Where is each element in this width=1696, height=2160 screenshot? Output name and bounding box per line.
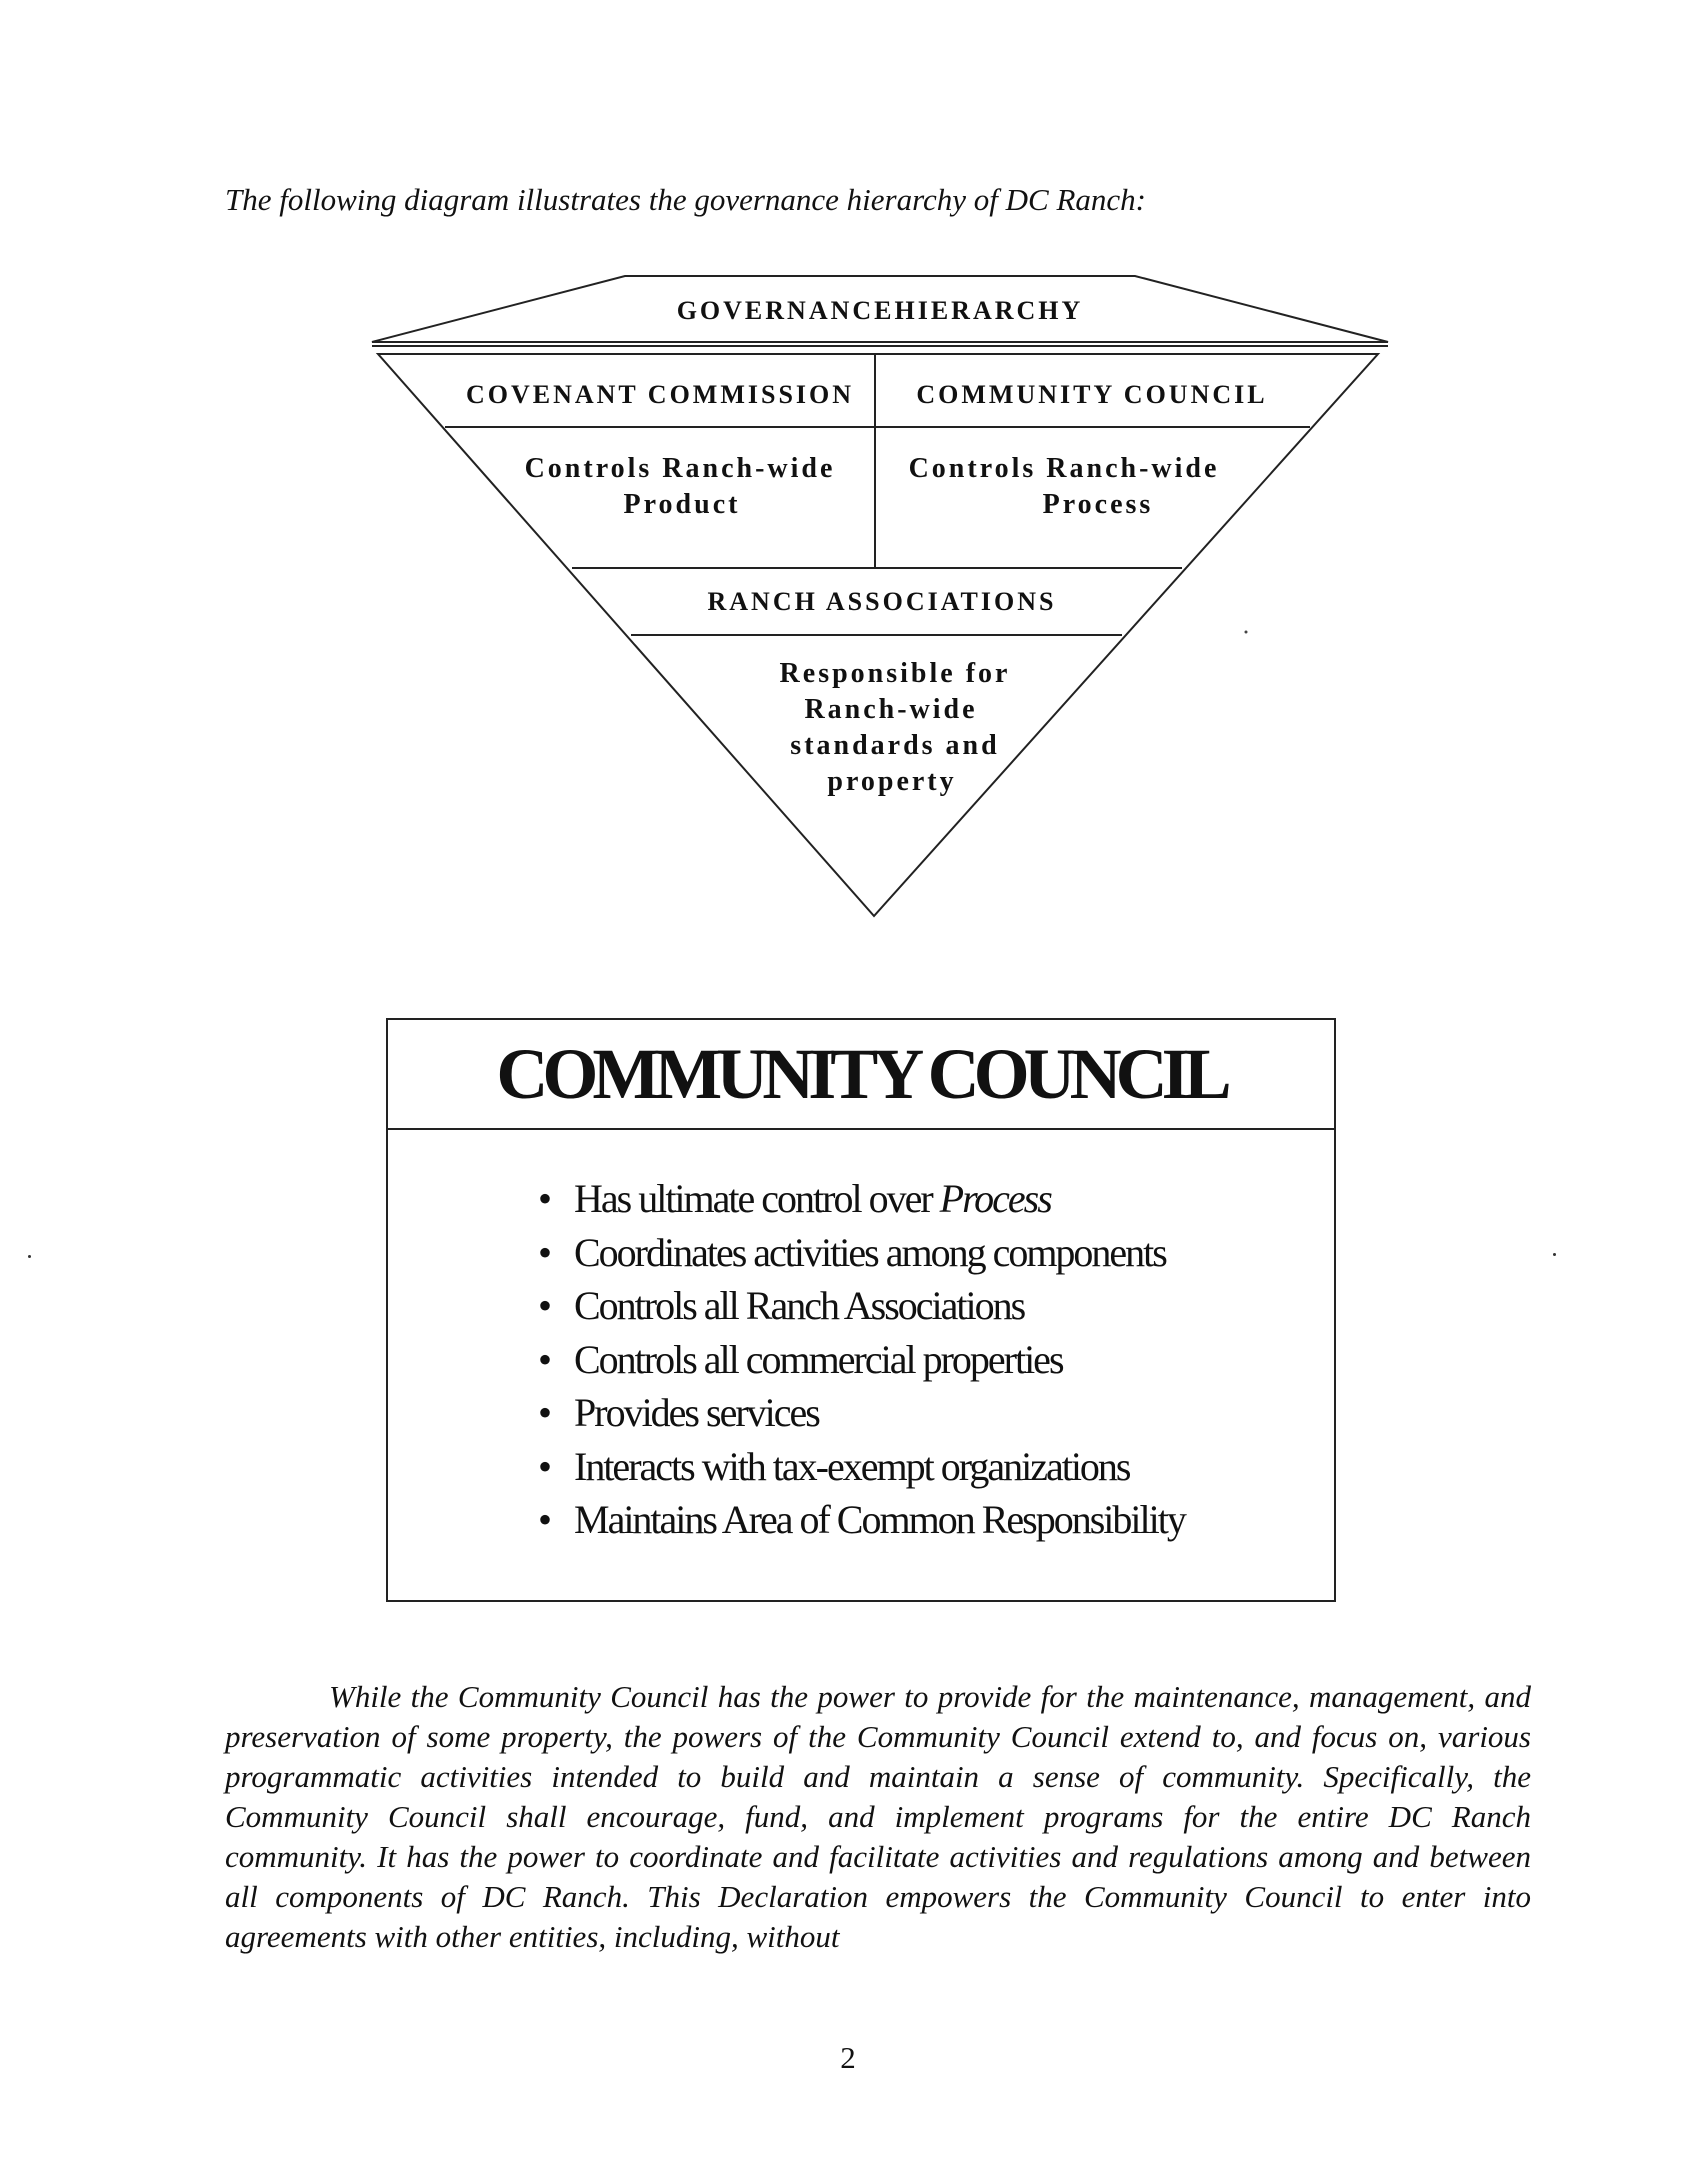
community-council-heading: COMMUNITY COUNCIL <box>916 380 1268 409</box>
list-item-text: Has ultimate control over <box>574 1176 940 1221</box>
governance-hierarchy-diagram <box>360 262 1400 942</box>
scan-speck <box>28 1255 31 1258</box>
covenant-commission-heading: COVENANT COMMISSION <box>465 380 855 409</box>
page-number: 2 <box>840 2040 856 2075</box>
scan-speck <box>1553 1253 1556 1256</box>
list-item-emphasis: Process <box>939 1176 1051 1221</box>
bullet-icon: • <box>538 1229 553 1275</box>
list-item <box>538 1226 1334 1280</box>
covenant-commission-line-2: Product <box>623 489 741 520</box>
ranch-associations-line-3: standards and <box>790 730 1000 761</box>
list-item <box>538 1440 1334 1494</box>
bullet-icon: • <box>538 1497 553 1542</box>
bullet-icon: • <box>538 1390 553 1435</box>
community-council-line-2: Process <box>1042 489 1154 520</box>
bullet-icon: • <box>538 1283 553 1328</box>
list-item-text: Coordinates activities among components <box>574 1229 1166 1275</box>
list-item-text: Controls all commercial properties <box>574 1336 1063 1382</box>
bullet-icon: • <box>538 1336 553 1382</box>
community-council-duties-list <box>388 1130 1334 1547</box>
list-item <box>538 1386 1334 1440</box>
list-item-text: Interacts with tax-exempt organizations <box>574 1443 1130 1489</box>
list-item-text: Provides services <box>574 1390 819 1435</box>
list-item-text: Controls all Ranch Associations <box>574 1283 1025 1328</box>
body-paragraph: While the Community Council has the power to provide for the maintenance, management, and preservation of some property, the powers of the Community Council extend to, and focus on, various programmatic activities intended to build and maintain a sense of community. Specifically, the Community Council shall encourage, fund, and implement programs for the entire DC Ranch community. It has the power to coordinate and facilitate activities and regulations among and between all components of DC Ranch. This Declaration empowers the Community Council to enter into agreements with other entities, including, without <box>225 1679 1531 1954</box>
community-council-box-title: COMMUNITY COUNCIL <box>388 1020 1334 1130</box>
ranch-associations-line-2: Ranch-wide <box>804 694 978 725</box>
ranch-associations-line-4: property <box>827 766 957 797</box>
ranch-associations-line-1: Responsible for <box>779 658 1011 689</box>
list-item <box>538 1493 1334 1547</box>
covenant-commission-line-1: Controls Ranch-wide <box>524 453 836 484</box>
list-item <box>538 1279 1334 1333</box>
list-item <box>538 1333 1334 1387</box>
community-council-box <box>386 1018 1336 1602</box>
list-item-text: Maintains Area of Common Responsibility <box>574 1497 1185 1542</box>
bullet-icon: • <box>538 1443 553 1489</box>
bullet-icon: • <box>538 1176 553 1221</box>
hierarchy-title: GOVERNANCEHIERARCHY <box>676 296 1084 325</box>
community-council-line-1: Controls Ranch-wide <box>908 453 1220 484</box>
scan-speck <box>1245 631 1248 634</box>
ranch-associations-heading: RANCH ASSOCIATIONS <box>707 587 1057 616</box>
intro-text: The following diagram illustrates the governance hierarchy of DC Ranch: <box>225 182 1146 217</box>
list-item <box>538 1172 1334 1226</box>
